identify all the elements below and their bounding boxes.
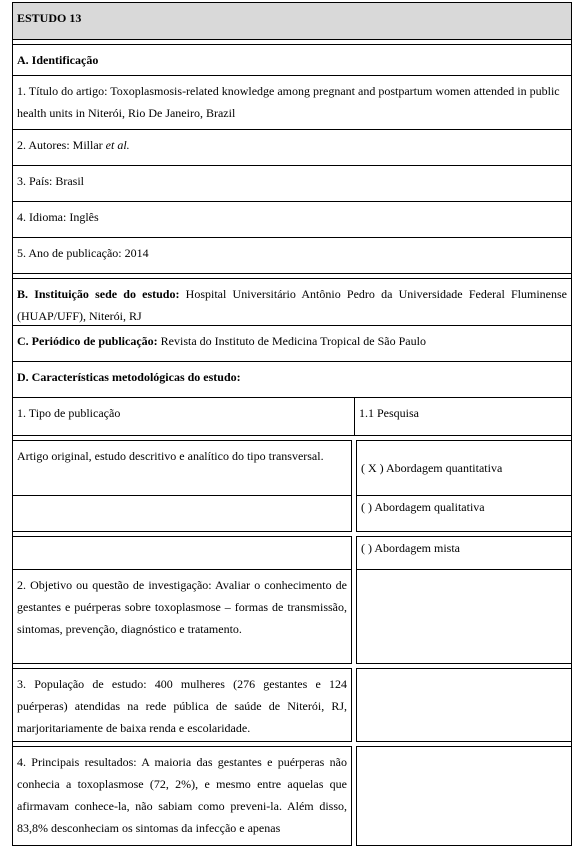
article-title-row — [12, 76, 572, 130]
section-c-row — [12, 326, 572, 362]
empty-cell — [356, 746, 572, 846]
language-row — [12, 202, 572, 238]
publication-year: 5. Ano de publicação: 2014 — [17, 246, 149, 260]
section-a-row — [12, 44, 572, 76]
language: 4. Idioma: Inglês — [17, 210, 99, 224]
section-d-row — [12, 362, 572, 398]
publication-type-label: 1. Tipo de publicação — [13, 398, 355, 435]
article-type-row — [12, 440, 572, 496]
country: 3. País: Brasil — [17, 174, 85, 188]
option-quantitative: ( X ) Abordagem quantitativa — [356, 440, 572, 496]
institution: B. Instituição sede do estudo: Hospital Universitário Antônio Pedro da Universidade Federal Fluminense (HUAP/UFF), Niterói, RJ — [17, 287, 568, 323]
population-row — [12, 668, 572, 742]
option-mixed: ( ) Abordagem mista — [356, 536, 572, 570]
article-type: Artigo original, estudo descritivo e analítico do tipo transversal. — [12, 440, 352, 496]
study-title: ESTUDO 13 — [17, 11, 82, 25]
publication-type-row — [12, 398, 572, 436]
empty-cell — [356, 668, 572, 742]
study-table — [12, 2, 572, 846]
empty-cell — [12, 496, 352, 532]
year-row — [12, 238, 572, 274]
objective-row — [12, 570, 572, 664]
main-results: 4. Principais resultados: A maioria das gestantes e puérperas não conhecia a toxoplasmose (72, 2%), e mesmo entre aquelas que afirmavam conhece-la, não sabiam como preveni-la. Além disso, 83,8% desconheciam os sintomas da infecção e apenas — [12, 746, 352, 846]
journal: C. Periódico de publicação: Revista do Instituto de Medicina Tropical de São Paulo — [17, 334, 426, 348]
qualitative-row — [12, 496, 572, 532]
mixed-row — [12, 536, 572, 570]
authors: 2. Autores: Millar et al. — [17, 138, 130, 152]
authors-row — [12, 130, 572, 166]
section-b-row — [12, 278, 572, 326]
option-qualitative: ( ) Abordagem qualitativa — [356, 496, 572, 532]
section-a-heading: A. Identificação — [17, 53, 99, 67]
section-d-heading: D. Características metodológicas do estudo: — [17, 370, 241, 384]
results-row — [12, 746, 572, 846]
article-title: 1. Título do artigo: Toxoplasmosis-related knowledge among pregnant and postpartum women attended in public health units in Niterói, Rio De Janeiro, Brazil — [17, 84, 560, 120]
research-label: 1.1 Pesquisa — [359, 406, 419, 420]
study-header-row — [12, 2, 572, 40]
empty-cell — [12, 536, 352, 570]
population: 3. População de estudo: 400 mulheres (276 gestantes e 124 puérperas) atendidas na rede pública de saúde de Niterói, RJ, marjoritariamente de baixa renda e escolaridade. — [12, 668, 352, 742]
objective: 2. Objetivo ou questão de investigação: Avaliar o conhecimento de gestantes e puérperas sobre toxoplasmose – formas de transmissão, sintomas, prevenção, diagnóstico e tratamento. — [12, 570, 352, 664]
empty-cell — [356, 570, 572, 664]
country-row — [12, 166, 572, 202]
